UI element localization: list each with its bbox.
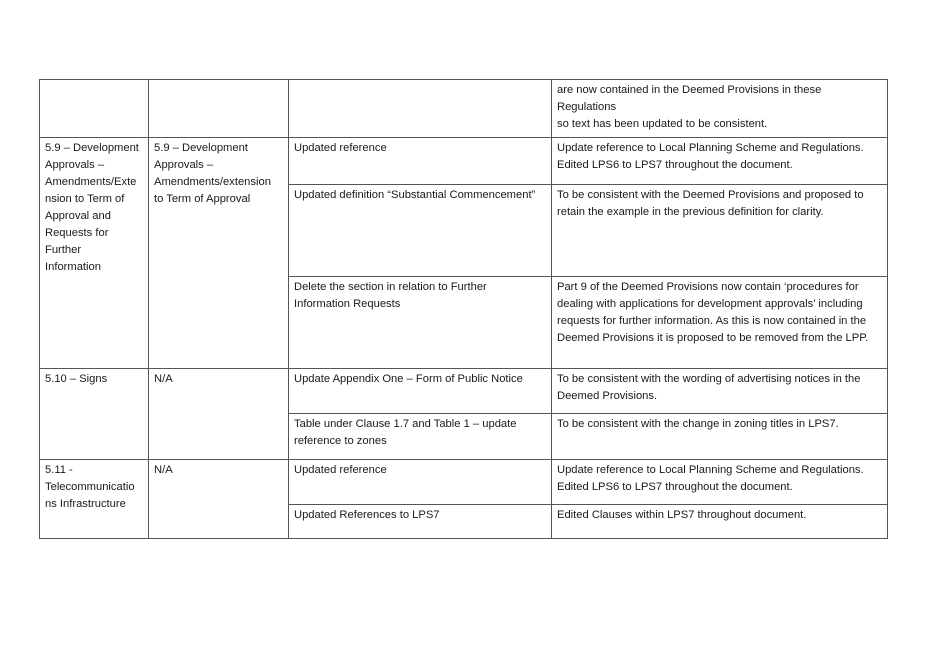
- change-text: Updated References to LPS7: [294, 509, 440, 521]
- reason-text: Part 9 of the Deemed Provisions now contain ‘procedures for dealing with applications for development approvals’ including requests for further information. As this is now contained in the Deemed Provisions it is proposed to be removed from the LPP.: [557, 281, 869, 344]
- table-cell: [289, 277, 552, 369]
- change-text: Update Appendix One – Form of Public Notice: [294, 373, 523, 385]
- table-cell: [40, 80, 149, 138]
- reason-text: Edited Clauses within LPS7 throughout document.: [557, 509, 807, 521]
- table-cell: [289, 505, 552, 539]
- table-cell: [552, 277, 888, 369]
- clause-title: N/A: [154, 464, 173, 476]
- section-title: 5.10 – Signs: [45, 373, 108, 385]
- reason-text: To be consistent with the change in zoning titles in LPS7.: [557, 418, 839, 430]
- table-cell: [552, 505, 888, 539]
- reason-text: To be consistent with the wording of advertising notices in the Deemed Provisions.: [557, 373, 861, 402]
- table-row: [40, 80, 888, 138]
- clause-title: N/A: [154, 373, 173, 385]
- table-cell: [552, 138, 888, 185]
- change-text: Table under Clause 1.7 and Table 1 – update reference to zones: [294, 418, 517, 447]
- table-cell: [289, 185, 552, 277]
- clause-cell: [149, 138, 289, 369]
- table-cell: [552, 80, 888, 138]
- table-row: [40, 460, 888, 505]
- change-text: Updated reference: [294, 464, 387, 476]
- table-row: [40, 369, 888, 414]
- table-row: [40, 138, 888, 185]
- reason-text: Update reference to Local Planning Scheme and Regulations. Edited LPS6 to LPS7 throughout the document.: [557, 142, 864, 171]
- section-cell: [40, 369, 149, 460]
- section-cell: [40, 138, 149, 369]
- table-cell: [289, 414, 552, 460]
- change-text: Updated definition “Substantial Commencement”: [294, 189, 536, 201]
- table-cell: [149, 80, 289, 138]
- reason-text: To be consistent with the Deemed Provisions and proposed to retain the example in the previous definition for clarity.: [557, 189, 864, 218]
- table-cell: [289, 80, 552, 138]
- table-cell: [552, 185, 888, 277]
- section-title: 5.11 - Telecommunicatio ns Infrastructure: [45, 464, 135, 510]
- change-text: Updated reference: [294, 142, 387, 154]
- section-title: 5.9 – Development Approvals – Amendments/Exte nsion to Term of Approval and Requests for Further Information: [45, 142, 139, 273]
- policy-amendments-table: [39, 79, 888, 539]
- section-cell: [40, 460, 149, 539]
- change-text: Delete the section in relation to Further Information Requests: [294, 281, 487, 310]
- table-cell: [552, 414, 888, 460]
- clause-title: 5.9 – Development Approvals – Amendments/extension to Term of Approval: [154, 142, 271, 205]
- table-cell: [289, 138, 552, 185]
- reason-text: are now contained in the Deemed Provisions in these Regulations so text has been updated to be consistent.: [557, 84, 822, 130]
- clause-cell: [149, 460, 289, 539]
- table-cell: [289, 460, 552, 505]
- table-cell: [289, 369, 552, 414]
- reason-text: Update reference to Local Planning Scheme and Regulations. Edited LPS6 to LPS7 throughout the document.: [557, 464, 864, 493]
- table-cell: [552, 460, 888, 505]
- clause-cell: [149, 369, 289, 460]
- table-cell: [552, 369, 888, 414]
